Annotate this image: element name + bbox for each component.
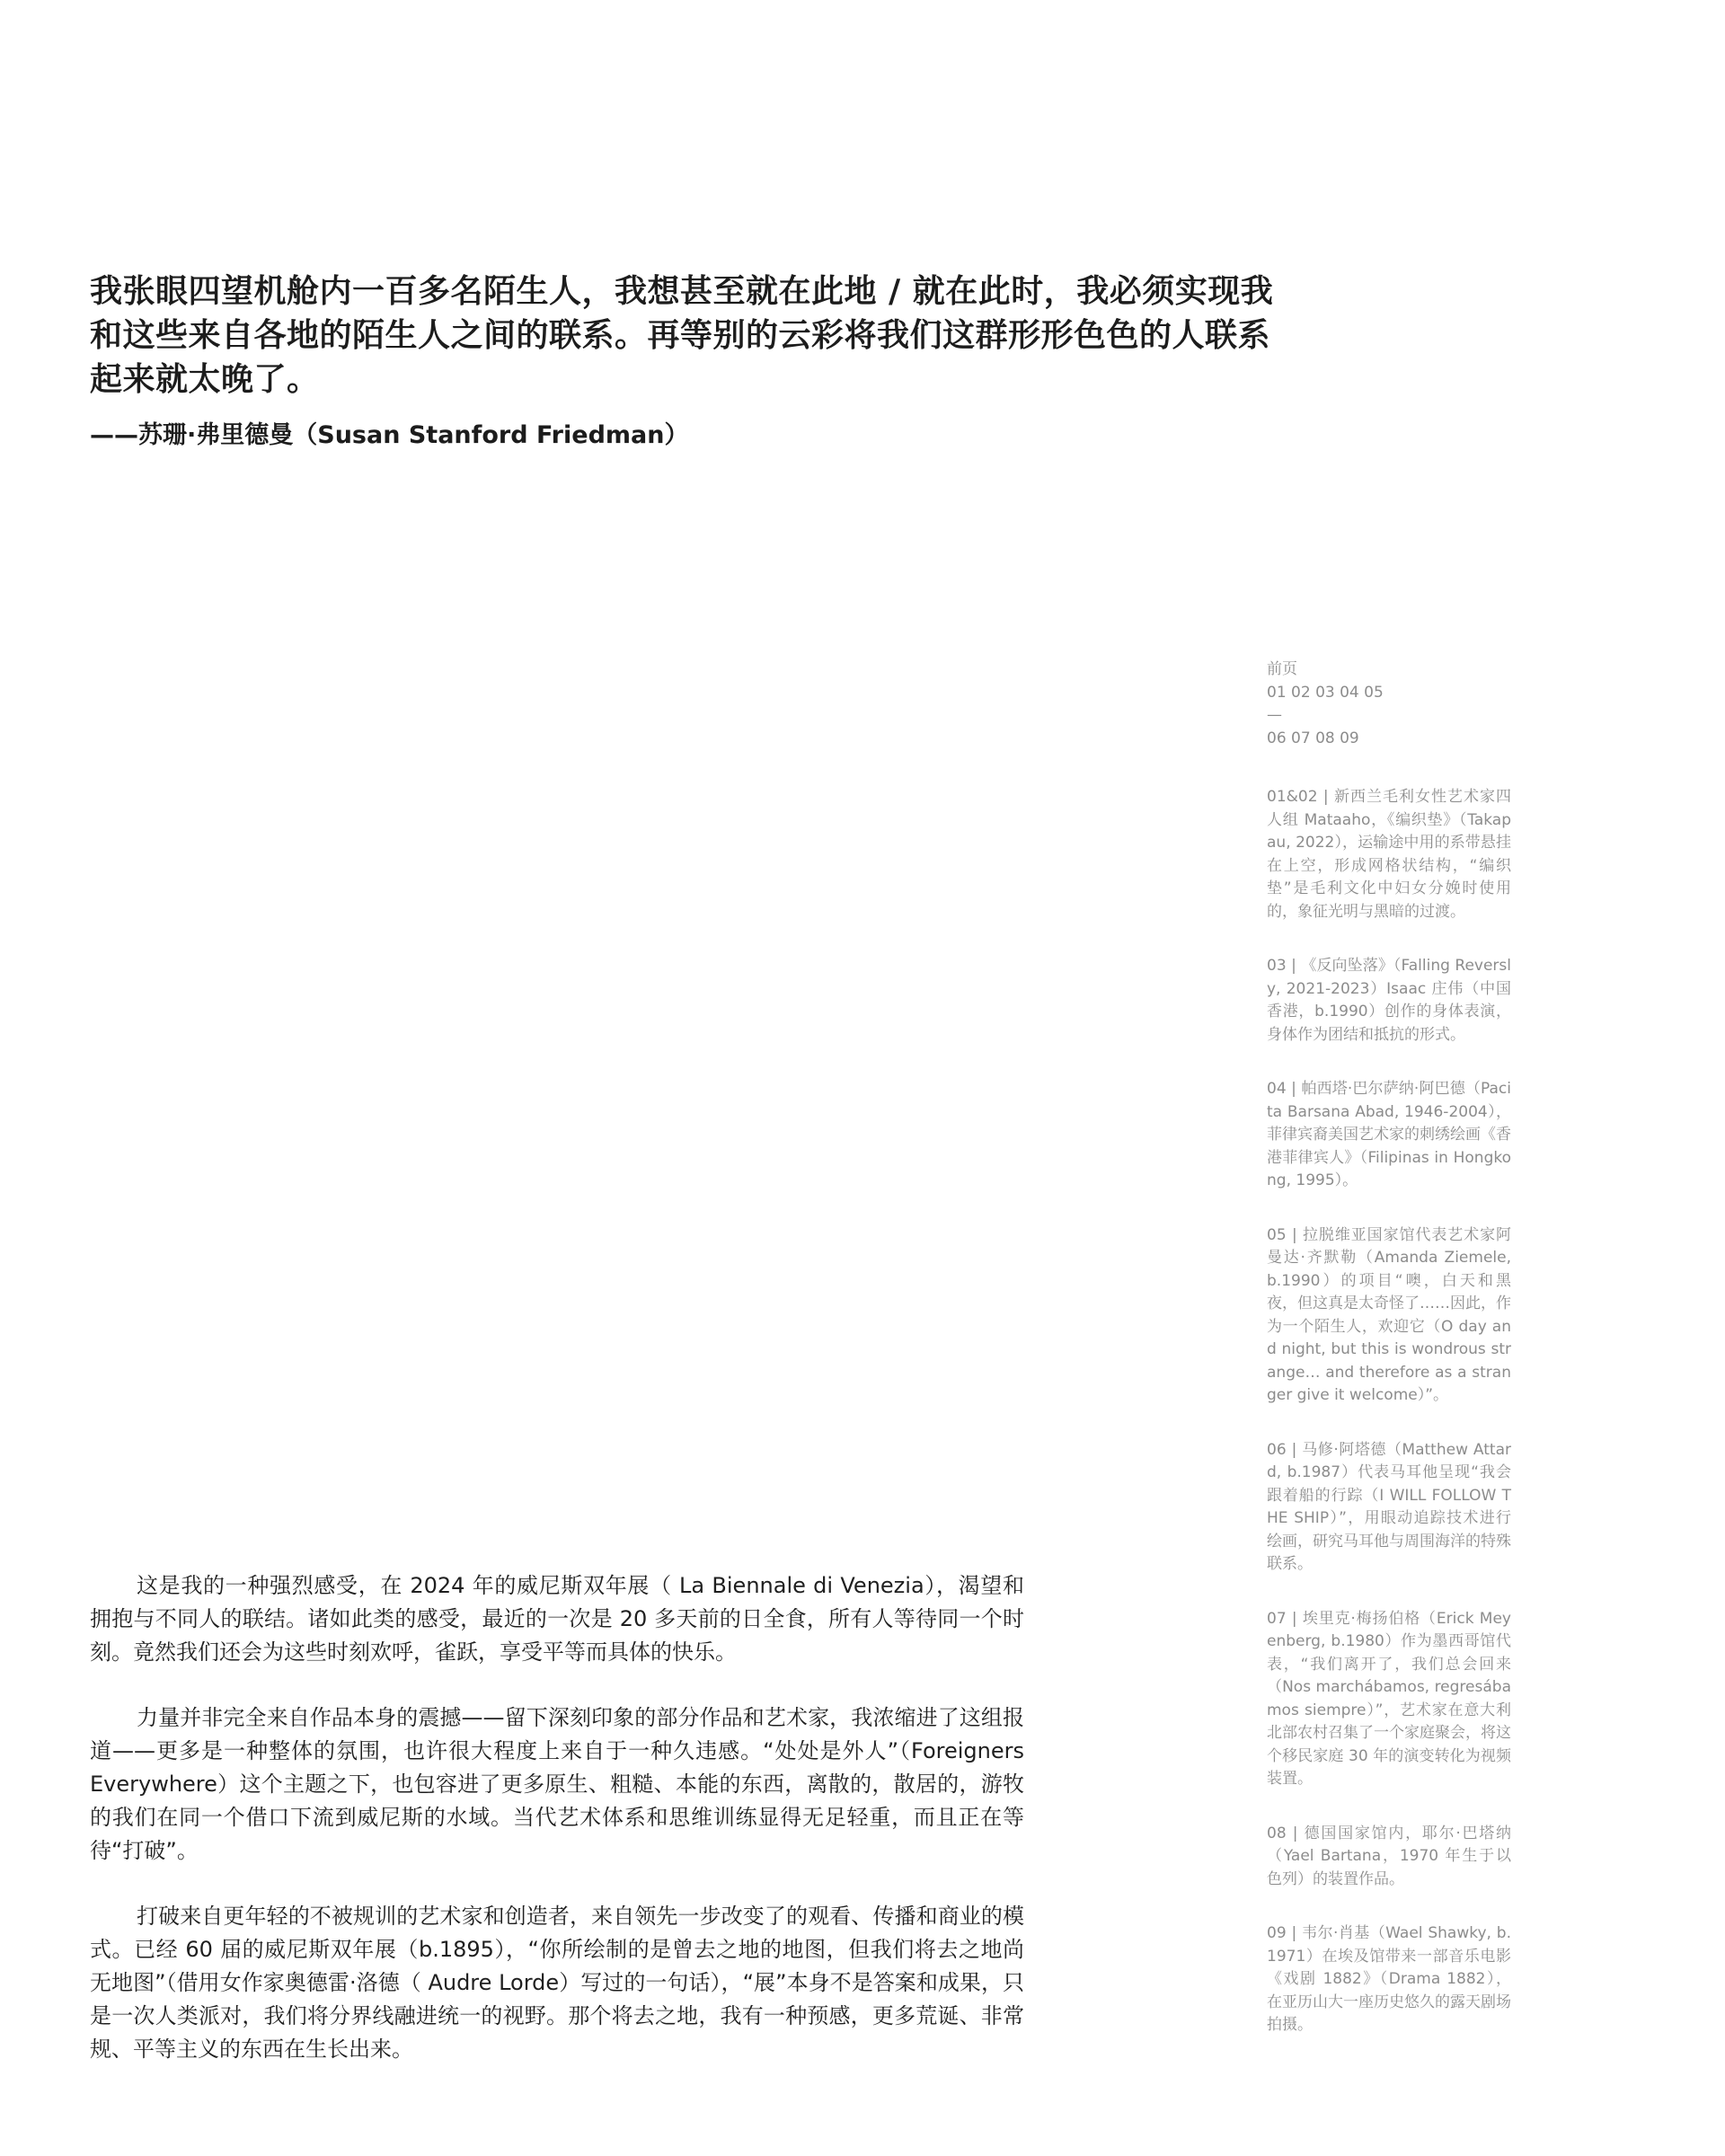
epigraph-attribution: ——苏珊·弗里德曼（Susan Stanford Friedman） bbox=[90, 421, 689, 449]
image-index-row-2: 06 07 08 09 bbox=[1267, 729, 1359, 747]
caption-06: 06 | 马修·阿塔德（Matthew Attard, b.1987）代表马耳他呈现“我会跟着船的行踪（I WILL FOLLOW THE SHIP）”，用眼动追踪技术进行绘画，研究马耳他与周围海洋的特殊联系。 bbox=[1267, 1440, 1511, 1573]
caption-07: 07 | 埃里克·梅扬伯格（Erick Meyenberg, b.1980）作为墨西哥馆代表，“我们离开了，我们总会回来（Nos marchábamos, regresábamos siempre）”，艺术家在意大利北部农村召集了一个家庭聚会，将这个移民家庭 30 年的演变转化为视频装置。 bbox=[1267, 1609, 1511, 1788]
epigraph-quote: 我张眼四望机舱内一百多名陌生人，我想甚至就在此地 / 就在此时，我必须实现我和这些来自各地的陌生人之间的联系。再等别的云彩将我们这群形形色色的人联系起来就太晚了。 bbox=[90, 273, 1274, 398]
caption-04: 04 | 帕西塔·巴尔萨纳·阿巴德（Pacita Barsana Abad, 1946-2004），菲律宾裔美国艺术家的刺绣绘画《香港菲律宾人》（Filipinas in Hongkong, 1995）。 bbox=[1267, 1080, 1511, 1189]
caption-01-02: 01&02 | 新西兰毛利女性艺术家四人组 Mataaho，《编织垫》（Takapau, 2022），运输途中用的系带悬挂在上空，形成网格状结构，“编织垫”是毛利文化中妇女分娩时使用的，象征光明与黑暗的过渡。 bbox=[1267, 788, 1511, 921]
body-paragraph-3: 打破来自更年轻的不被规训的艺术家和创造者，来自领先一步改变了的观看、传播和商业的模式。已经 60 届的威尼斯双年展（b.1895），“你所绘制的是曾去之地的地图，但我们将去之地尚无地图”（借用女作家奥德雷·洛德（ Audre Lorde）写过的一句话），“展”本身不是答案和成果，只是一次人类派对，我们将分界线融进统一的视野。那个将去之地，我有一种预感，更多荒诞、非常规、平等主义的东西在生长出来。 bbox=[90, 1904, 1024, 2062]
caption-08: 08 | 德国国家馆内，耶尔·巴塔纳（Yael Bartana，1970 年生于以色列）的装置作品。 bbox=[1267, 1824, 1511, 1888]
image-index-divider: — bbox=[1267, 706, 1282, 724]
image-index bbox=[1267, 658, 1511, 750]
image-index-label: 前页 bbox=[1267, 660, 1297, 678]
image-index-row-1: 01 02 03 04 05 bbox=[1267, 683, 1384, 702]
epigraph bbox=[90, 270, 1276, 452]
caption-09: 09 | 韦尔·肖基（Wael Shawky, b.1971）在埃及馆带来一部音乐电影《戏剧 1882》（Drama 1882），在亚历山大一座历史悠久的露天剧场拍摄。 bbox=[1267, 1924, 1511, 2034]
caption-sidebar bbox=[1267, 658, 1511, 2069]
article-body bbox=[90, 1569, 1024, 2099]
body-paragraph-1: 这是我的一种强烈感受，在 2024 年的威尼斯双年展（ La Biennale di Venezia），渴望和拥抱与不同人的联结。诸如此类的感受，最近的一次是 20 多天前的日全食，所有人等待同一个时刻。竟然我们还会为这些时刻欢呼，雀跃，享受平等而具体的快乐。 bbox=[90, 1573, 1024, 1665]
caption-03: 03 | 《反向坠落》（Falling Reversly, 2021-2023）Isaac 庄伟（中国香港，b.1990）创作的身体表演，身体作为团结和抵抗的形式。 bbox=[1267, 957, 1511, 1044]
body-paragraph-2: 力量并非完全来自作品本身的震撼——留下深刻印象的部分作品和艺术家，我浓缩进了这组报道——更多是一种整体的氛围，也许很大程度上来自于一种久违感。“处处是外人”（Foreigners Everywhere）这个主题之下，也包容进了更多原生、粗糙、本能的东西，离散的，散居的，游牧的我们在同一个借口下流到威尼斯的水域。当代艺术体系和思维训练显得无足轻重，而且正在等待“打破”。 bbox=[90, 1705, 1024, 1863]
caption-05: 05 | 拉脱维亚国家馆代表艺术家阿曼达·齐默勒（Amanda Ziemele, b.1990）的项目“噢，白天和黑夜，但这真是太奇怪了……因此，作为一个陌生人，欢迎它（O day and night, but this is wondrous strange… and therefore as a stranger give it welcome）”。 bbox=[1267, 1225, 1511, 1404]
